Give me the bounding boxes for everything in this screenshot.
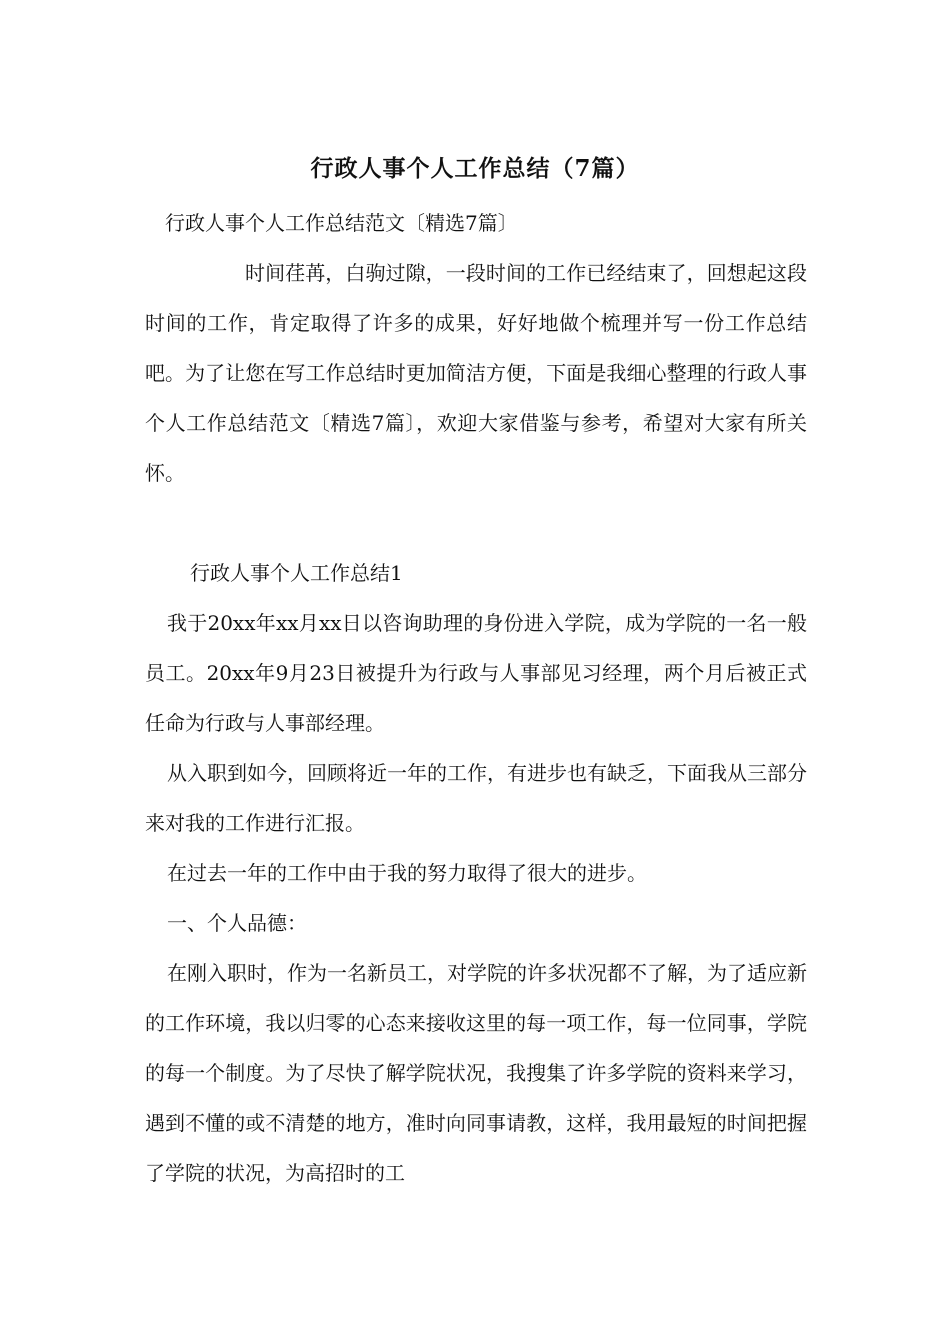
document-subtitle: [145, 198, 807, 248]
paragraph-3: 在过去一年的工作中由于我的努力取得了很大的进步。: [167, 861, 647, 885]
section-heading-block: [145, 548, 807, 598]
paragraph-4-heading: 一、个人品德：: [167, 911, 307, 935]
subtitle-text: 行政人事个人工作总结范文〔精选7篇〕: [165, 211, 518, 235]
paragraph-2: 从入职到如今，回顾将近一年的工作，有进步也有缺乏，下面我从三部分来对我的工作进行汇报。: [145, 761, 807, 835]
section-content: [145, 598, 807, 1198]
paragraph-1: 我于20xx年xx月xx日以咨询助理的身份进入学院，成为学院的一名一般员工。20xx年9月23日被提升为行政与人事部见习经理，两个月后被正式任命为行政与人事部经理。: [145, 611, 807, 735]
paragraph-5: 在刚入职时，作为一名新员工，对学院的许多状况都不了解，为了适应新的工作环境，我以归零的心态来接收这里的每一项工作，每一位同事，学院的每一个制度。为了尽快了解学院状况，我搜集了许多学院的资料来学习，遇到不懂的或不清楚的地方，准时向同事请教，这样，我用最短的时间把握了学院的状况，为高招时的工: [145, 961, 807, 1185]
section-heading: 行政人事个人工作总结1: [190, 561, 403, 585]
intro-paragraph-block: [145, 248, 807, 498]
document-title: 行政人事个人工作总结（7篇）: [310, 155, 640, 182]
intro-paragraph: 时间荏苒，白驹过隙，一段时间的工作已经结束了，回想起这段时间的工作，肯定取得了许多的成果，好好地做个梳理并写一份工作总结吧。为了让您在写工作总结时更加简洁方便，下面是我细心整理的行政人事个人工作总结范文〔精选7篇〕，欢迎大家借鉴与参考，希望对大家有所关怀。: [145, 261, 807, 485]
